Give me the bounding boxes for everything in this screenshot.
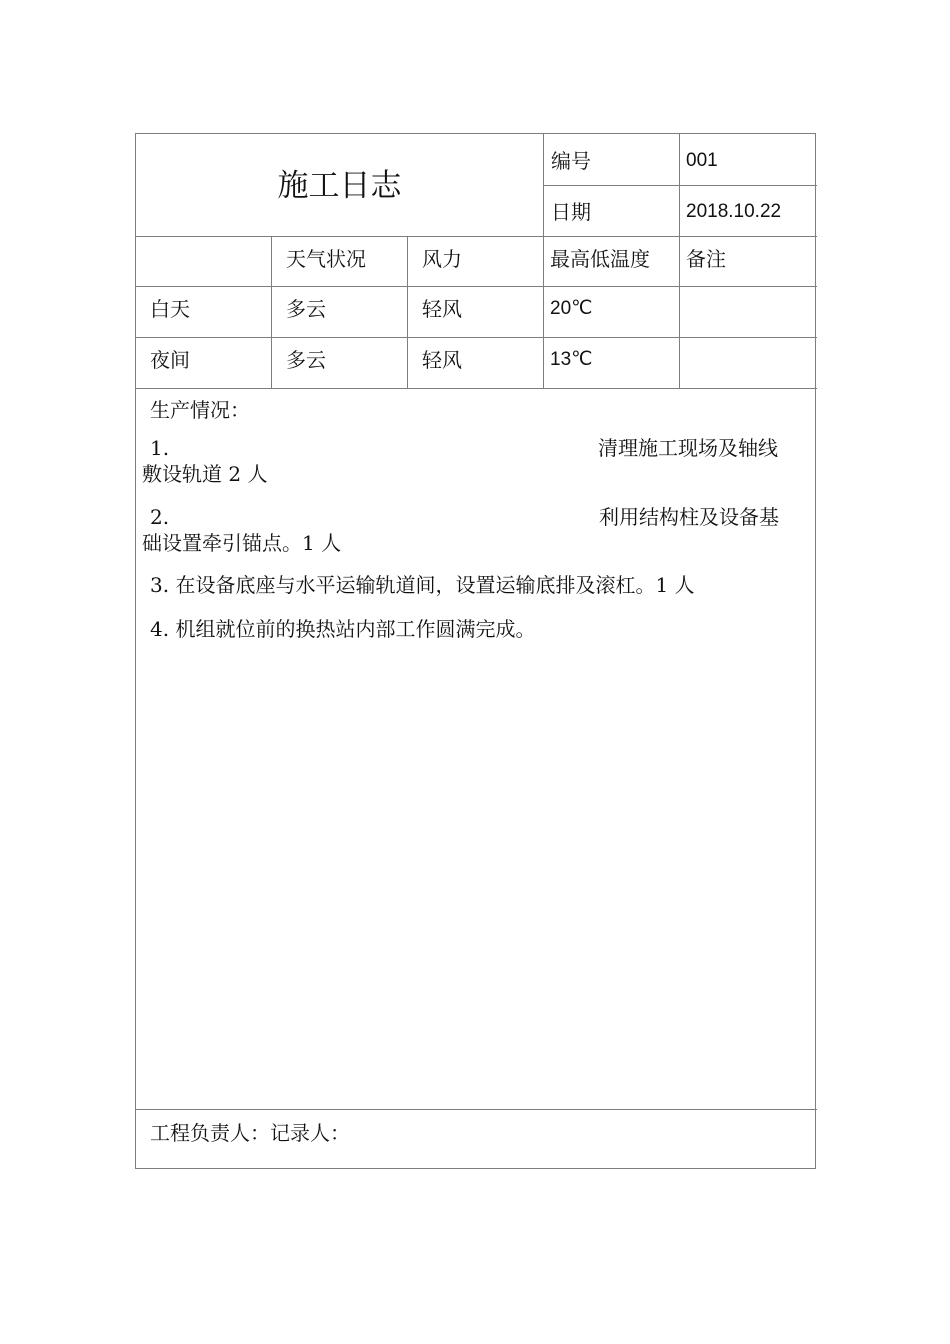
page-title: 施工日志: [277, 168, 402, 204]
weather-cell: 多云: [286, 348, 326, 372]
production-item-number: 1.: [150, 436, 170, 460]
production-item: 4. 机组就位前的换热站内部工作圆满完成。: [150, 617, 536, 641]
number-value: 001: [686, 150, 718, 171]
temperature-cell: 13℃: [550, 349, 593, 370]
divider: [136, 337, 817, 338]
production-item-text: 利用结构柱及设备基: [599, 505, 779, 529]
column-header: 备注: [686, 247, 726, 271]
column-header: 最高低温度: [550, 247, 650, 271]
divider: [679, 134, 680, 388]
production-item-continuation: 敷设轨道 2 人: [142, 462, 268, 486]
production-item: 3. 在设备底座与水平运输轨道间，设置运输底排及滚杠。1 人: [150, 573, 695, 597]
production-heading: 生产情况：: [150, 398, 250, 422]
divider: [543, 134, 544, 388]
production-item-continuation: 础设置牵引锚点。1 人: [142, 531, 342, 555]
column-header: 风力: [422, 247, 462, 271]
divider: [543, 185, 817, 186]
wind-cell: 轻风: [422, 297, 462, 321]
date-label: 日期: [551, 200, 591, 224]
production-item-number: 2.: [150, 505, 170, 529]
date-value: 2018.10.22: [686, 201, 782, 222]
period-cell: 白天: [150, 297, 190, 321]
divider: [271, 236, 272, 388]
divider: [136, 236, 817, 237]
number-label: 编号: [551, 149, 591, 173]
divider: [136, 286, 817, 287]
divider: [136, 388, 817, 389]
wind-cell: 轻风: [422, 348, 462, 372]
construction-log-form: [135, 133, 816, 1169]
weather-cell: 多云: [286, 297, 326, 321]
divider: [136, 1109, 817, 1110]
period-cell: 夜间: [150, 348, 190, 372]
temperature-cell: 20℃: [550, 298, 593, 319]
signature-line: 工程负责人：记录人：: [150, 1121, 350, 1145]
production-item-text: 清理施工现场及轴线: [598, 436, 778, 460]
divider: [407, 236, 408, 388]
column-header: 天气状况: [286, 247, 366, 271]
